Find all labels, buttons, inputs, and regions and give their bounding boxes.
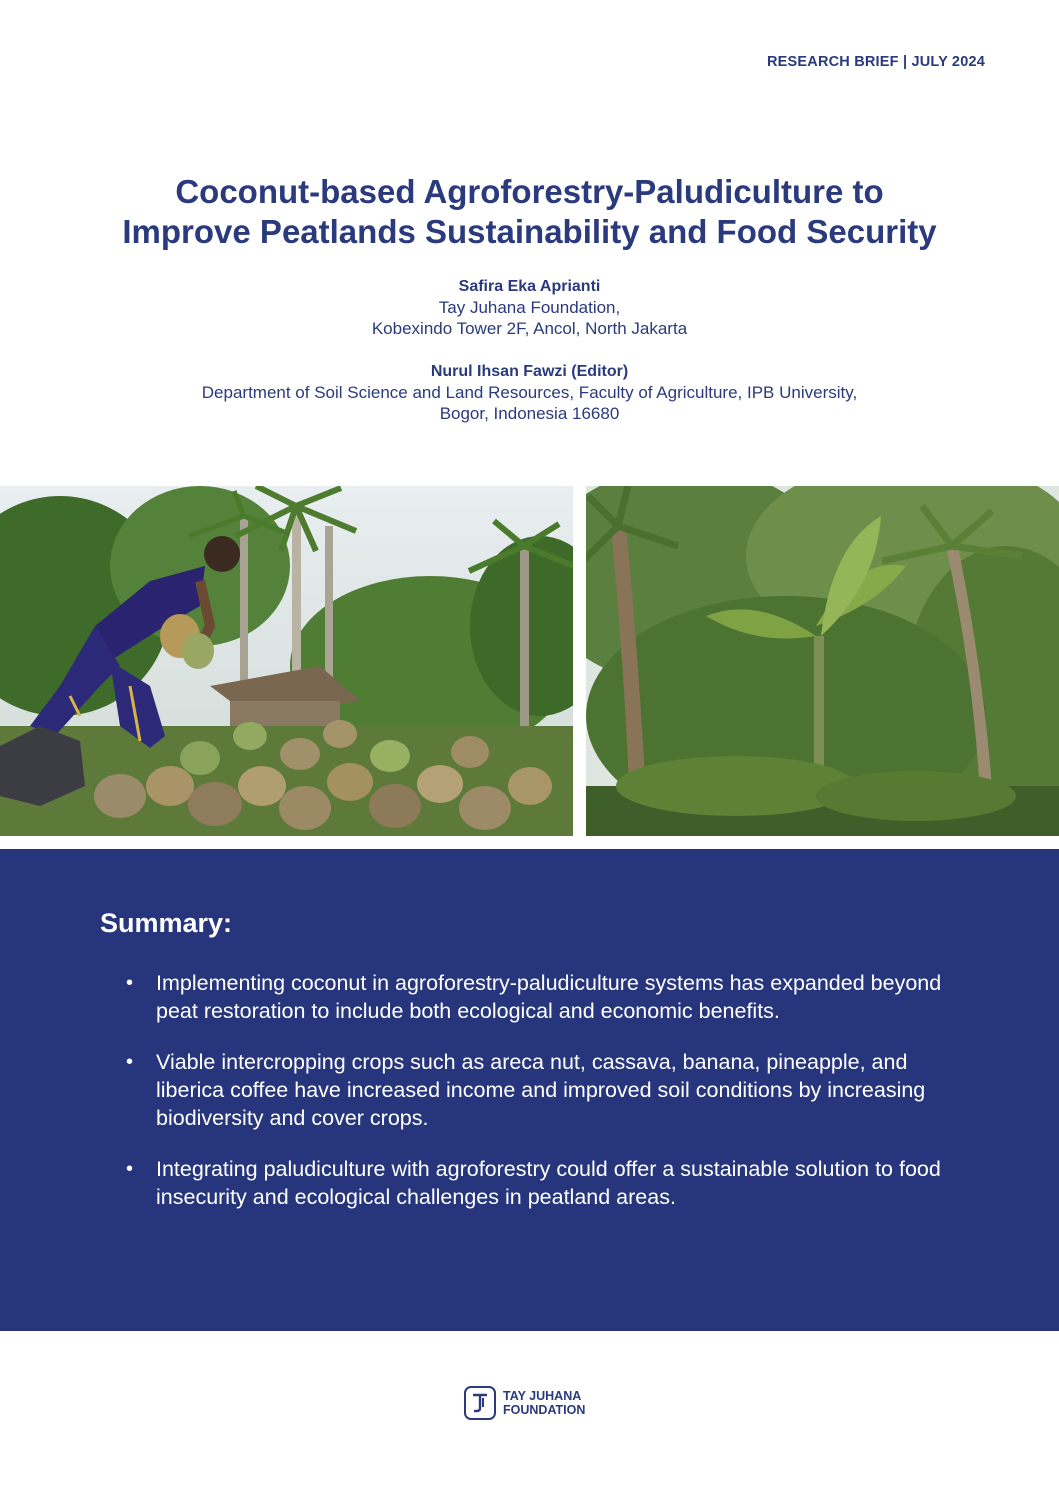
date-label: JULY 2024 bbox=[911, 54, 985, 70]
bullet-dot-icon: • bbox=[126, 972, 134, 994]
title-line-1: Coconut-based Agroforestry-Paludiculture to bbox=[175, 173, 884, 210]
document-series-date bbox=[767, 54, 985, 70]
separator: | bbox=[902, 54, 908, 70]
author-name: Safira Eka Aprianti bbox=[458, 278, 601, 295]
foundation-name bbox=[503, 1389, 585, 1417]
agroforestry-plot-photo bbox=[586, 486, 1059, 836]
summary-panel bbox=[0, 849, 1059, 1331]
editor-name: Nurul Ihsan Fawzi (Editor) bbox=[430, 363, 629, 380]
tj-monogram-icon bbox=[464, 1386, 496, 1420]
summary-bullet-text: Viable intercropping crops such as areca nut, cassava, banana, pineapple, and liberica coffee have increased income and improved soil conditions by increasing biodiversity and cover crops. bbox=[156, 1050, 926, 1130]
editor-affiliation-line: Department of Soil Science and Land Resources, Faculty of Agriculture, IPB University, bbox=[201, 383, 858, 402]
title-line-2: Improve Peatlands Sustainability and Food Security bbox=[122, 213, 937, 250]
author-affiliation-line: Tay Juhana Foundation, bbox=[438, 298, 621, 317]
series-label: RESEARCH BRIEF bbox=[767, 54, 899, 70]
editor-affiliation-line: Bogor, Indonesia 16680 bbox=[439, 404, 620, 423]
summary-bullet bbox=[100, 1155, 980, 1211]
coconut-harvest-photo bbox=[0, 486, 573, 836]
summary-bullet-text: Implementing coconut in agroforestry-paludiculture systems has expanded beyond peat restoration to include both ecological and economic benefits. bbox=[156, 971, 942, 1023]
summary-list bbox=[100, 969, 980, 1234]
bullet-dot-icon: • bbox=[126, 1051, 134, 1073]
foundation-logo bbox=[464, 1386, 585, 1420]
summary-bullet bbox=[100, 1048, 980, 1132]
author-block-1 bbox=[0, 276, 1059, 339]
summary-bullet bbox=[100, 969, 980, 1025]
foundation-name-line-1: TAY JUHANA bbox=[503, 1389, 582, 1403]
summary-heading: Summary: bbox=[100, 908, 233, 938]
foundation-name-line-2: FOUNDATION bbox=[503, 1403, 586, 1417]
bullet-dot-icon: • bbox=[126, 1158, 134, 1180]
summary-bullet-text: Integrating paludiculture with agroforestry could offer a sustainable solution to food insecurity and ecological challenges in peatland areas. bbox=[156, 1157, 941, 1209]
author-block-2 bbox=[0, 361, 1059, 424]
author-affiliation-line: Kobexindo Tower 2F, Ancol, North Jakarta bbox=[371, 319, 688, 338]
page-title bbox=[0, 172, 1059, 252]
